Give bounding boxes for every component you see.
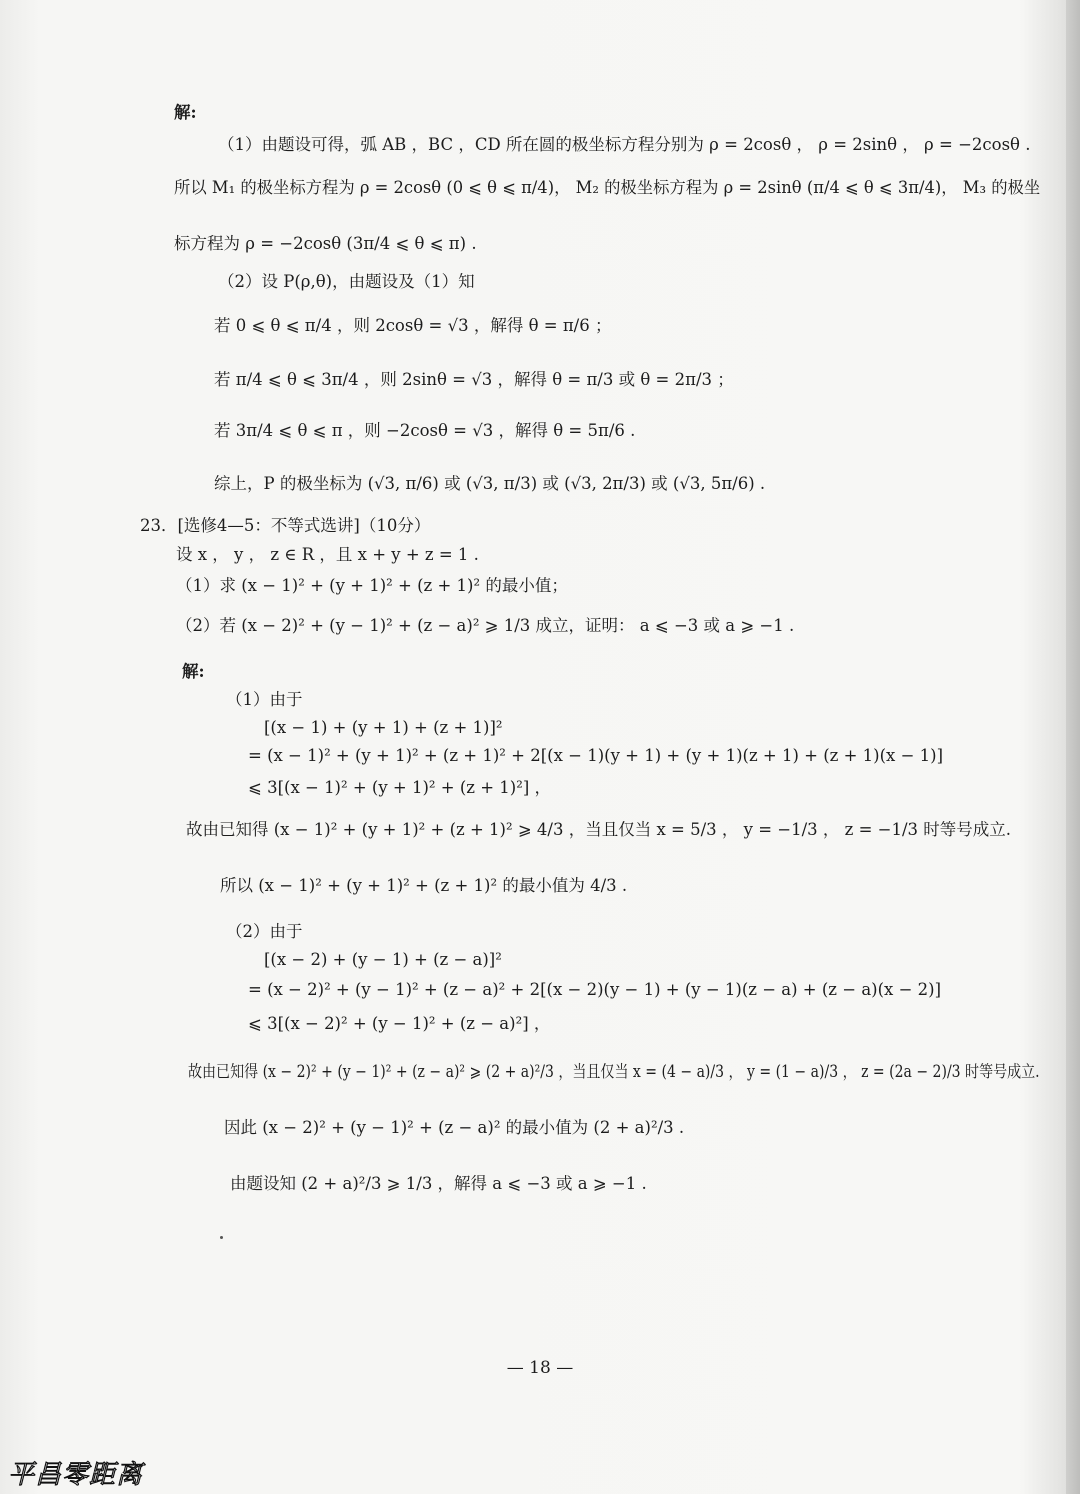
text-line: 综上，P 的极坐标为 (√3, π/6) 或 (√3, π/3) 或 (√3, 2π/3) 或 (√3, 5π/6) . [214, 474, 766, 493]
scan-speck [220, 1236, 223, 1239]
text-line: [(x − 2) + (y − 1) + (z − a)]² [264, 950, 502, 969]
text-line: 所以 M₁ 的极坐标方程为 ρ = 2cosθ (0 ⩽ θ ⩽ π/4)， M₂ 的极坐标方程为 ρ = 2sinθ (π/4 ⩽ θ ⩽ 3π/4)， M₃ 的极坐 [174, 178, 1041, 197]
text-line: （1）由题设可得，弧 AB ，BC ，CD 所在圆的极坐标方程分别为 ρ = 2cosθ ， ρ = 2sinθ ， ρ = −2cosθ . [218, 135, 1031, 154]
text-line: 因此 (x − 2)² + (y − 1)² + (z − a)² 的最小值为 (2 + a)²/3 . [224, 1118, 685, 1137]
watermark-text: 平昌零距离 [8, 1460, 144, 1490]
text-line: 若 π/4 ⩽ θ ⩽ 3π/4 ，则 2sinθ = √3 ，解得 θ = π/3 或 θ = 2π/3 ； [214, 370, 734, 389]
page-number: — 18 — [506, 1358, 574, 1378]
text-line: 标方程为 ρ = −2cosθ (3π/4 ⩽ θ ⩽ π) . [174, 234, 477, 253]
text-line: （2）设 P(ρ,θ)，由题设及（1）知 [218, 272, 475, 291]
text-line: = (x − 2)² + (y − 1)² + (z − a)² + 2[(x − 2)(y − 1) + (y − 1)(z − a) + (z − a)(x − 2)] [248, 980, 942, 999]
text-line: （2）由于 [226, 922, 303, 941]
text-line: = (x − 1)² + (y + 1)² + (z + 1)² + 2[(x − 1)(y + 1) + (y + 1)(z + 1) + (z + 1)(x − 1)] [248, 746, 944, 765]
text-line: （1）由于 [226, 690, 303, 709]
text-line: ⩽ 3[(x − 2)² + (y − 1)² + (z − a)²] ， [248, 1014, 551, 1033]
text-line: （2）若 (x − 2)² + (y − 1)² + (z − a)² ⩾ 1/3 成立，证明： a ⩽ −3 或 a ⩾ −1 . [176, 616, 795, 635]
text-line: 若 0 ⩽ θ ⩽ π/4 ，则 2cosθ = √3 ，解得 θ = π/6 ； [214, 316, 612, 335]
text-line: ⩽ 3[(x − 1)² + (y + 1)² + (z + 1)²] ， [248, 778, 552, 797]
text-line: 23．[选修4—5：不等式选讲]（10分） [140, 516, 431, 535]
text-line: 由题设知 (2 + a)²/3 ⩾ 1/3 ，解得 a ⩽ −3 或 a ⩾ −1 . [230, 1174, 647, 1193]
text-line: [(x − 1) + (y + 1) + (z + 1)]² [264, 718, 503, 737]
text-line: （1）求 (x − 1)² + (y + 1)² + (z + 1)² 的最小值； [176, 576, 568, 595]
text-line: 解: [174, 103, 197, 122]
text-line: 设 x ， y ， z ∈ R ，且 x + y + z = 1 . [176, 545, 479, 564]
text-line: 解: [182, 662, 205, 681]
page-edge-shadow [1066, 0, 1080, 1494]
text-line: 故由已知得 (x − 2)² + (y − 1)² + (z − a)² ⩾ (2 + a)²/3 ，当且仅当 x = (4 − a)/3 ， y = (1 − a)/3 ， z = (2a − 2)/3 时等号成立. [188, 1062, 1040, 1081]
text-line: 若 3π/4 ⩽ θ ⩽ π ，则 −2cosθ = √3 ，解得 θ = 5π/6 . [214, 421, 636, 440]
text-line: 所以 (x − 1)² + (y + 1)² + (z + 1)² 的最小值为 4/3 . [220, 876, 628, 895]
text-line: 故由已知得 (x − 1)² + (y + 1)² + (z + 1)² ⩾ 4/3 ，当且仅当 x = 5/3 ， y = −1/3 ， z = −1/3 时等号成立. [186, 820, 1012, 839]
